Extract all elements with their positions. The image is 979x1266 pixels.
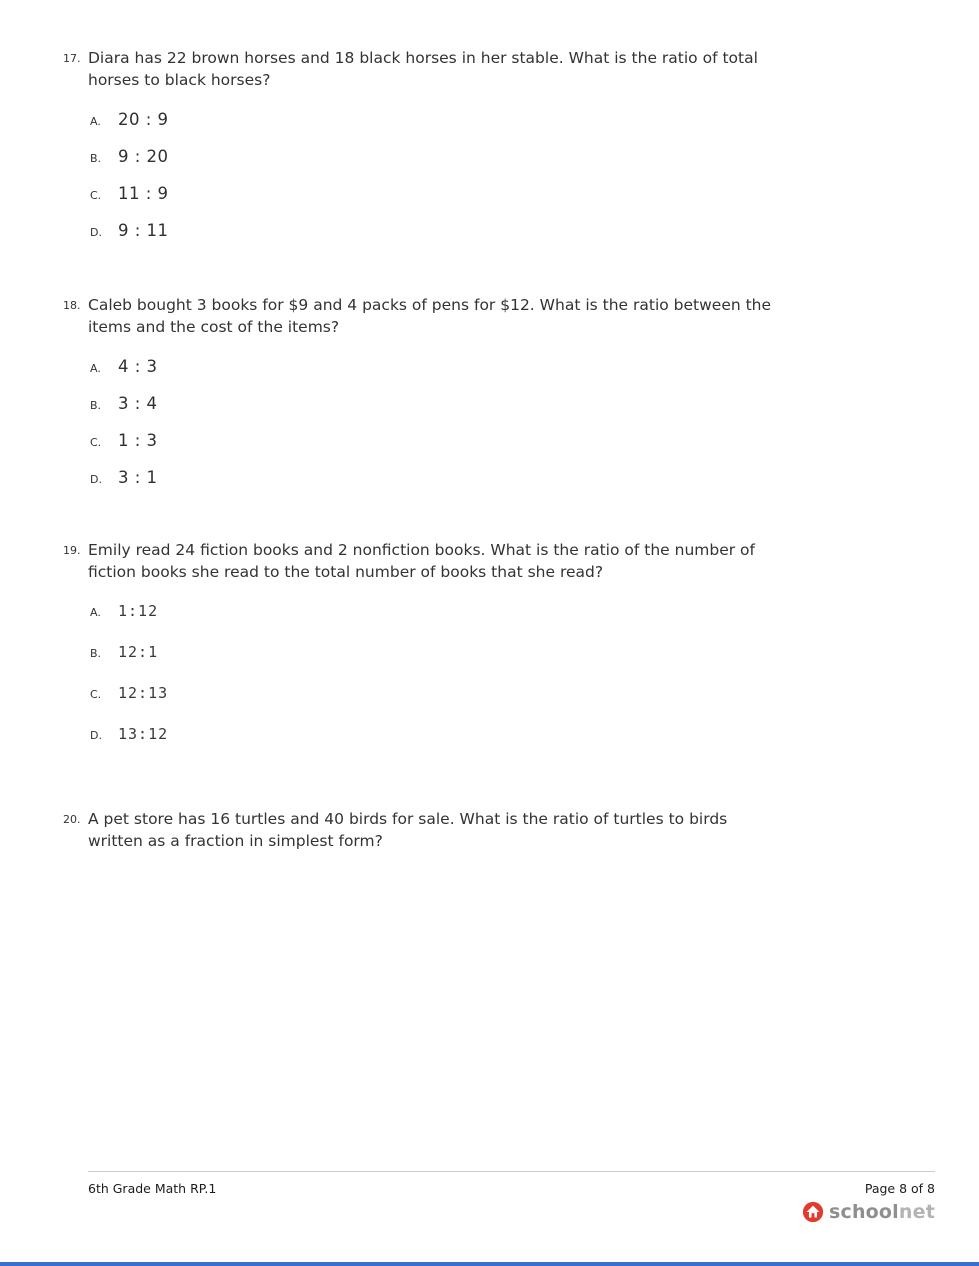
option-b [90, 643, 929, 665]
question-text: A pet store has 16 turtles and 40 birds for sale. What is the ratio of turtles to birds written as a fraction in simplest form? [88, 810, 728, 850]
page-footer [88, 1171, 935, 1223]
option-letter: B. [90, 647, 102, 660]
question-19 [63, 540, 929, 747]
options-list [90, 602, 929, 747]
question-number: 18. [63, 299, 81, 312]
option-letter: A. [90, 362, 101, 375]
option-b [90, 394, 929, 416]
option-d [90, 725, 929, 747]
option-d [90, 221, 929, 243]
option-d [90, 468, 929, 490]
question-20 [63, 809, 929, 852]
logo-text-net: net [898, 1201, 935, 1223]
option-b [90, 147, 929, 169]
option-value: 9 : 20 [118, 147, 169, 166]
question-number: 17. [63, 52, 81, 65]
schoolnet-logo-text [829, 1201, 935, 1223]
option-a [90, 357, 929, 379]
options-list [90, 357, 929, 490]
option-letter: A. [90, 115, 101, 128]
option-c [90, 684, 929, 706]
option-value: 1:12 [118, 602, 159, 620]
schoolnet-logo-icon [802, 1201, 824, 1223]
option-value: 4 : 3 [118, 357, 158, 376]
option-a [90, 602, 929, 624]
footer-divider [88, 1171, 935, 1172]
options-list [90, 110, 929, 243]
option-value: 11 : 9 [118, 184, 169, 203]
option-letter: C. [90, 189, 102, 202]
questions-area [63, 48, 929, 852]
question-text: Caleb bought 3 books for $9 and 4 packs of pens for $12. What is the ratio between the items and the cost of the items? [88, 296, 772, 336]
footer-course-label: 6th Grade Math RP.1 [88, 1181, 217, 1196]
option-value: 3 : 4 [118, 394, 158, 413]
option-a [90, 110, 929, 132]
bottom-accent-bar [0, 1262, 979, 1266]
logo-text-school: school [828, 1201, 899, 1223]
schoolnet-logo [88, 1201, 935, 1223]
option-c [90, 431, 929, 453]
question-17 [63, 48, 929, 243]
option-letter: A. [90, 606, 101, 619]
option-letter: B. [90, 399, 102, 412]
option-value: 12:1 [118, 643, 159, 661]
option-letter: C. [90, 688, 102, 701]
question-number: 19. [63, 544, 81, 557]
option-letter: D. [90, 226, 102, 239]
question-number: 20. [63, 813, 81, 826]
option-value: 1 : 3 [118, 431, 158, 450]
question-text: Emily read 24 fiction books and 2 nonfiction books. What is the ratio of the number of fiction books she read to the total number of books that she read? [88, 541, 755, 581]
question-18 [63, 295, 929, 490]
option-value: 9 : 11 [118, 221, 169, 240]
option-letter: B. [90, 152, 102, 165]
option-value: 20 : 9 [118, 110, 169, 129]
option-letter: D. [90, 729, 102, 742]
option-c [90, 184, 929, 206]
option-value: 3 : 1 [118, 468, 158, 487]
option-value: 13:12 [118, 725, 169, 743]
footer-page-number: Page 8 of 8 [864, 1181, 935, 1196]
question-text: Diara has 22 brown horses and 18 black horses in her stable. What is the ratio of total horses to black horses? [88, 49, 758, 89]
option-letter: D. [90, 473, 102, 486]
option-value: 12:13 [118, 684, 169, 702]
option-letter: C. [90, 436, 102, 449]
